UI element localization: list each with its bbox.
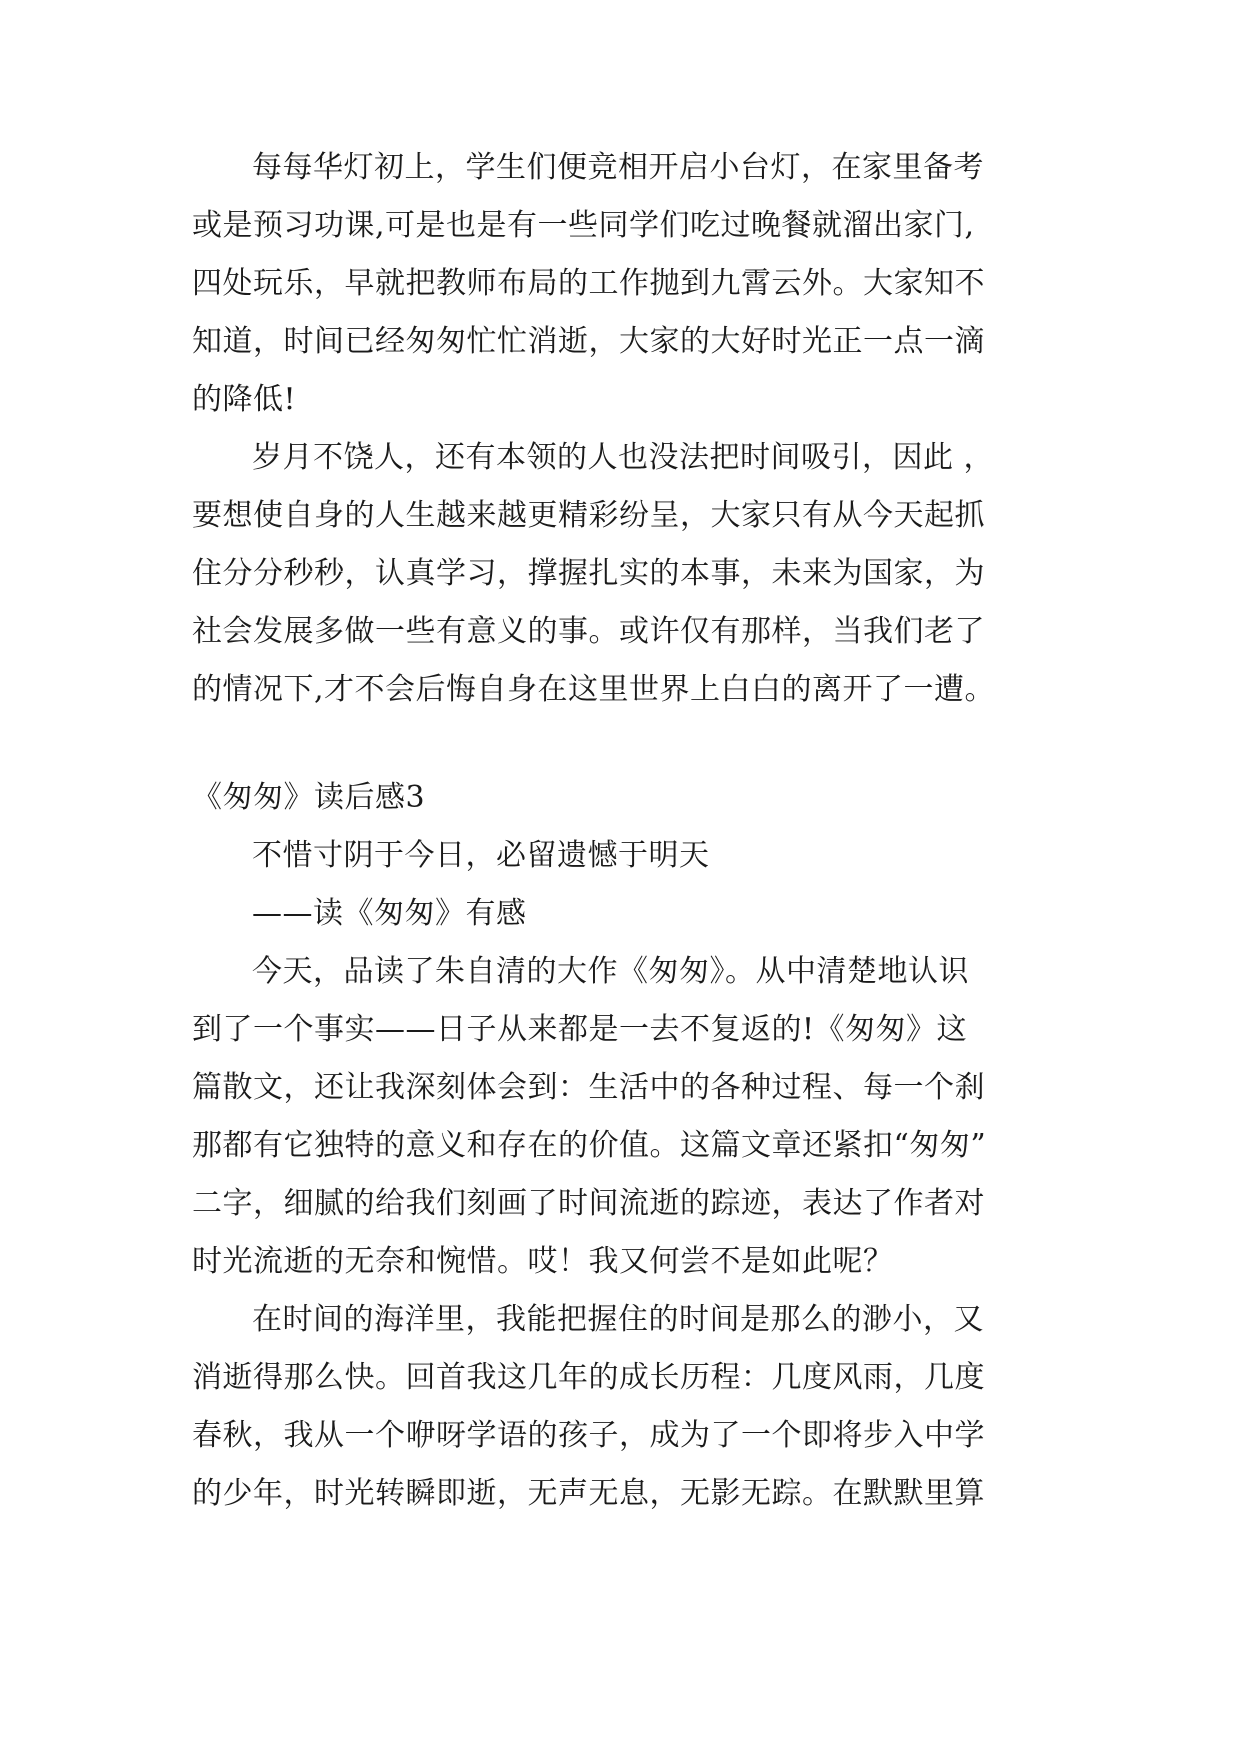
essay-paragraph-1-line-4: 那都有它独特的意义和存在的价值。这篇文章还紧扣“匆匆”: [192, 1128, 987, 1163]
essay-subtitle: ——读《匆匆》有感: [252, 896, 527, 931]
essay-paragraph-1-line-6: 时光流逝的无奈和惋惜。哎！我又何尝不是如此呢？: [192, 1244, 894, 1279]
essay-paragraph-1-line-5: 二字，细腻的给我们刻画了时间流逝的踪迹，表达了作者对: [192, 1186, 985, 1221]
essay-paragraph-2-line-2: 消逝得那么快。回首我这几年的成长历程：几度风雨，几度: [192, 1360, 985, 1395]
paragraph-1-line-1: 每每华灯初上，学生们便竞相开启小台灯，在家里备考: [252, 150, 984, 185]
paragraph-1-line-2: 或是预习功课,可是也是有一些同学们吃过晚餐就溜出家门,: [192, 208, 975, 243]
paragraph-1-line-3: 四处玩乐，早就把教师布局的工作抛到九霄云外。大家知不: [192, 266, 985, 301]
paragraph-2-line-2: 要想使自身的人生越来越更精彩纷呈，大家只有从今天起抓: [192, 498, 985, 533]
essay-paragraph-2-line-3: 春秋，我从一个咿呀学语的孩子，成为了一个即将步入中学: [192, 1418, 985, 1453]
paragraph-2-line-3: 住分分秒秒，认真学习，撑握扎实的本事，未来为国家，为: [192, 556, 985, 591]
essay-paragraph-2-line-1: 在时间的海洋里，我能把握住的时间是那么的渺小，又: [252, 1302, 984, 1337]
essay-paragraph-1-line-1: 今天，品读了朱自清的大作《匆匆》。从中清楚地认识: [252, 954, 969, 989]
paragraph-2-line-4: 社会发展多做一些有意义的事。或许仅有那样，当我们老了: [192, 614, 985, 649]
paragraph-1-line-4: 知道，时间已经匆匆忙忙消逝，大家的大好时光正一点一滴: [192, 324, 985, 359]
essay-paragraph-1-line-3: 篇散文，还让我深刻体会到：生活中的各种过程、每一个刹: [192, 1070, 985, 1105]
paragraph-2-line-1: 岁月不饶人，还有本领的人也没法把时间吸引，因此 ，: [252, 440, 995, 475]
essay-paragraph-1-line-2: 到了一个事实——日子从来都是一去不复返的!《匆匆》这: [192, 1012, 968, 1047]
section-heading: 《匆匆》读后感3: [192, 780, 426, 815]
paragraph-2-line-5: 的情况下,才不会后悔自身在这里世界上白白的离开了一遭。: [192, 672, 996, 707]
paragraph-1-line-5: 的降低!: [192, 382, 297, 417]
essay-title: 不惜寸阴于今日，必留遗憾于明天: [252, 838, 710, 873]
essay-paragraph-2-line-4: 的少年，时光转瞬即逝，无声无息，无影无踪。在默默里算: [192, 1476, 985, 1511]
